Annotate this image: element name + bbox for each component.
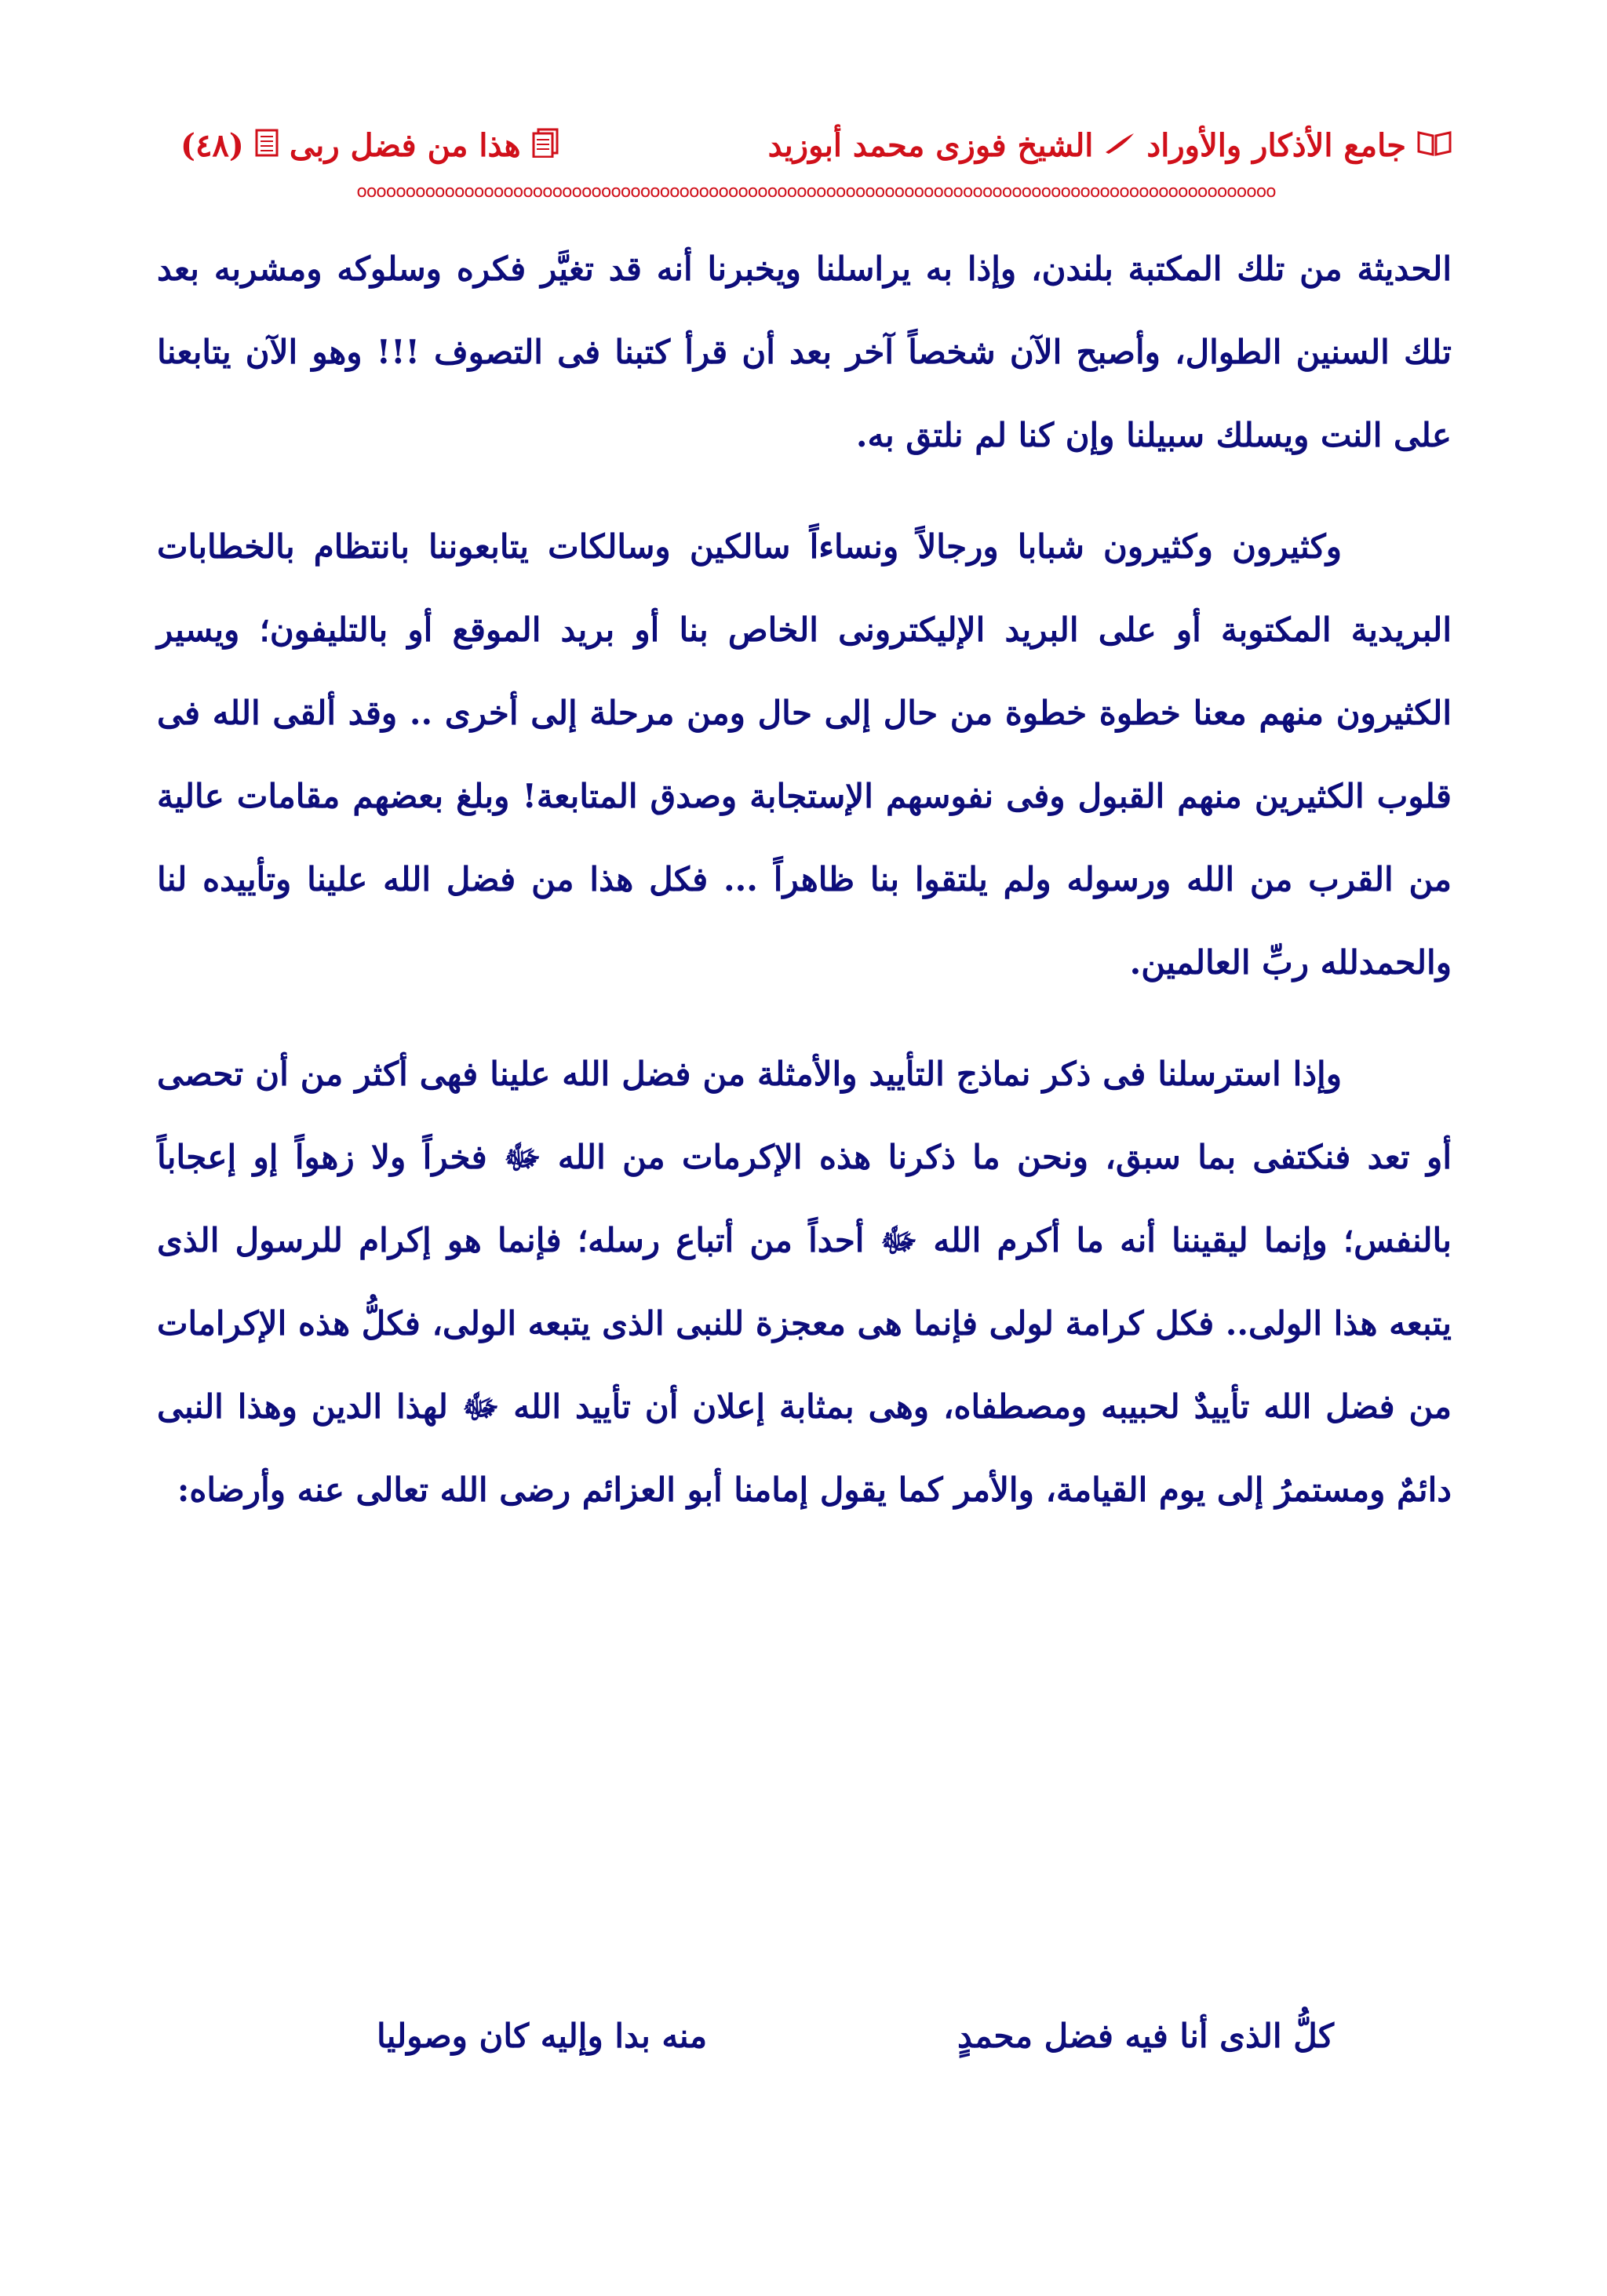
document-icon [255, 129, 279, 162]
paragraph-2: وكثيرون وكثيرون شبابا ورجالاً ونساءاً سالكين وسالكات يتابعوننا بانتظام بالخطابات البريدية المكتوبة أو على البريد الإليكترونى الخاص بنا أو بريد الموقع أو بالتليفون؛ ويسير الكثيرون منهم معنا خطوة خطوة من حال إلى حال ومن مرحلة إلى أخرى .. وقد ألقى الله فى قلوب الكثيرين منهم القبول وفى نفوسهم الإستجابة وصدق المتابعة! وبلغ بعضهم مقامات عالية من القرب من الله ورسوله ولم يلتقوا بنا ظاهراً ... فكل هذا من فضل الله علينا وتأييده لنا والحمدلله ربِّ العالمين. [157, 527, 1452, 982]
page-header [180, 118, 1452, 173]
open-book-icon [1417, 129, 1452, 161]
header-section-info [180, 127, 559, 164]
paragraph-1: الحديثة من تلك المكتبة بلندن، وإذا به يراسلنا ويخبرنا أنه قد تغيَّر فكره وسلوكه ومشربه بعد تلك السنين الطوال، وأصبح الآن شخصاً آخر بعد أن قرأ كتبنا فى التصوف !!! وهو الآن يتابعنا على النت ويسلك سبيلنا وإن كنا لم نلتق به. [157, 250, 1452, 454]
verse-second-hemistich: منه بدا وإليه كان وصوليا [377, 2017, 708, 2055]
verse-first-hemistich: كلُّ الذى أنا فيه فضل محمدٍ [957, 2017, 1334, 2055]
stacked-pages-icon [532, 128, 559, 162]
section-title: هذا من فضل ربى [289, 126, 521, 164]
page-number: (٤٨) [180, 126, 244, 164]
poetry-verse [377, 2005, 1334, 2068]
author-name: الشيخ فوزى محمد أبوزيد [767, 126, 1094, 164]
header-book-info [768, 127, 1452, 164]
book-title: جامع الأذكار والأوراد [1146, 126, 1406, 164]
paragraph-3: وإذا استرسلنا فى ذكر نماذج التأييد والأمثلة من فضل الله علينا فهى أكثر من أن تحصى أو تعد فنكتفى بما سبق، ونحن ما ذكرنا هذه الإكرمات من الله ﷻ فخراً ولا زهواً إو إعجاباً بالنفس؛ وإنما ليقيننا أنه ما أكرم الله ﷻ أحداً من أتباع رسله؛ فإنما هو إكرام للرسول الذى يتبعه هذا الولى.. فكل كرامة لولى فإنما هى معجزة للنبى الذى يتبعه الولى، فكلُّ هذه الإكرامات من فضل الله تأييدٌ لحبيبه ومصطفاه، وهى بمثابة إعلان أن تأييد الله ﷻ لهذا الدين وهذا النبى دائمٌ ومستمرُ إلى يوم القيامة، والأمر كما يقول إمامنا أبو العزائم رضى الله تعالى عنه وأرضاه: [157, 1055, 1452, 1509]
ornamental-divider: oooooooooooooooooooooooooooooooooooooooooooooooooooooooooooooooooooooooooooooooooooooooooooooo [356, 182, 1276, 202]
page-body [157, 228, 1452, 1560]
quill-icon [1104, 130, 1135, 160]
